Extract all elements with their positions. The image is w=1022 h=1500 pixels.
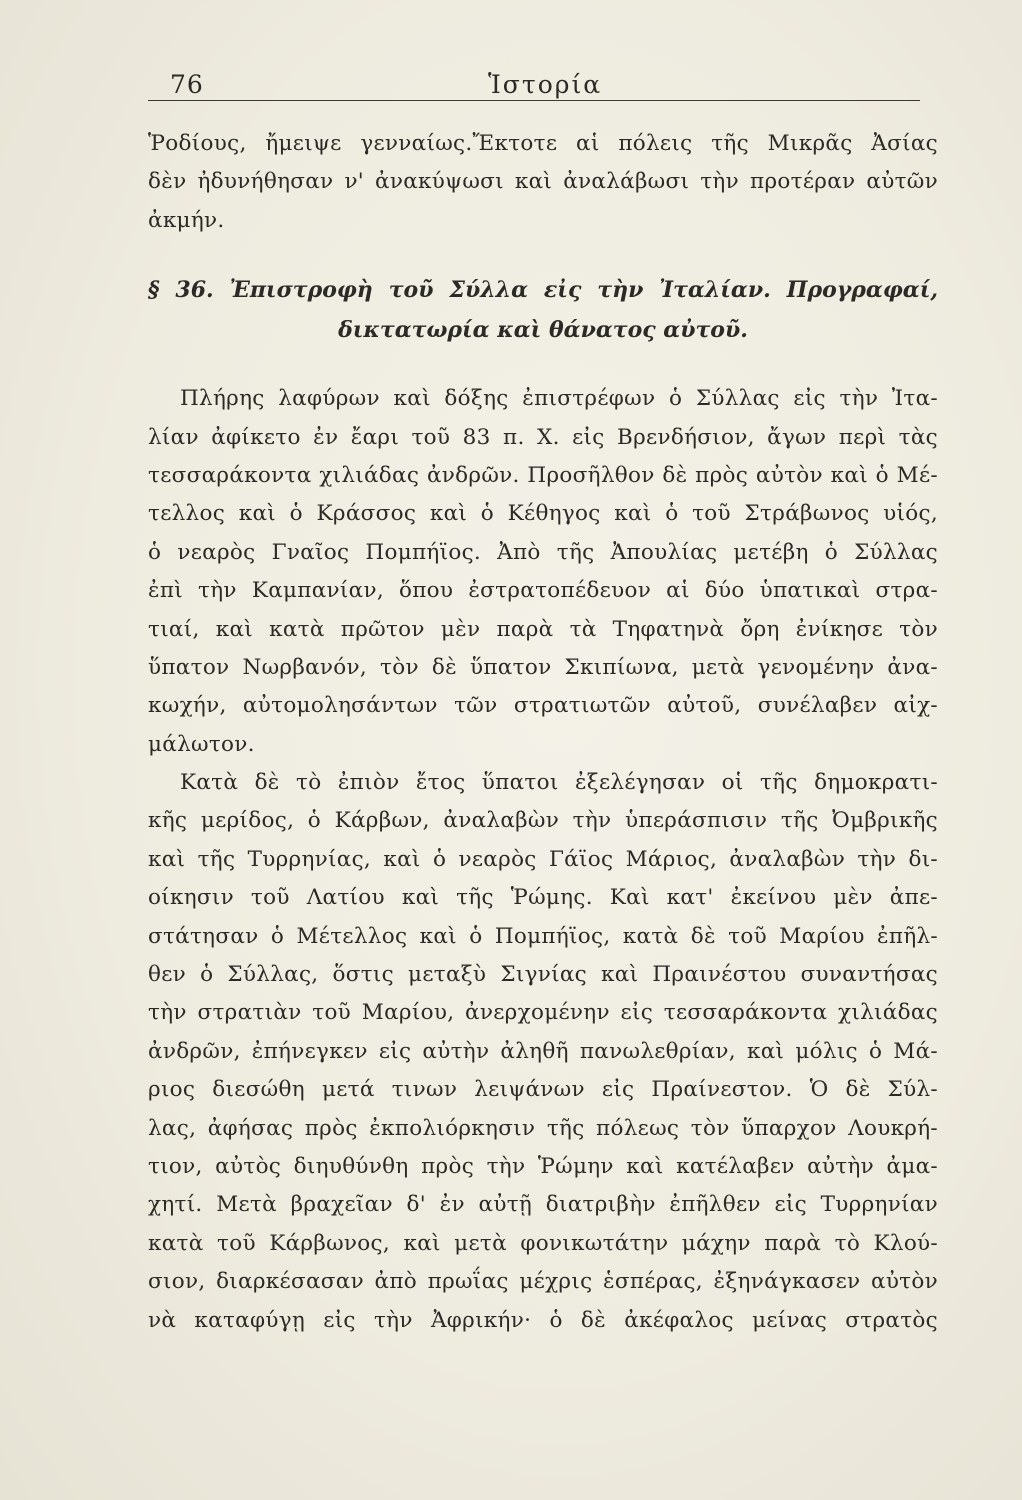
- paragraph-2: [148, 764, 938, 1340]
- text-line: ὕπατον Νωρβανόν, τὸν δὲ ὕπατον Σκιπίωνα, μετὰ γενομένην ἀνα-: [148, 654, 938, 680]
- text-line: κῆς μερίδος, ὁ Κάρβων, ἀναλαβὼν τὴν ὑπεράσπισιν τῆς Ὀμβρικῆς: [148, 808, 938, 834]
- spacer: [148, 350, 938, 380]
- text-line: κατὰ τοῦ Κάρβωνος, καὶ μετὰ φονικωτάτην μάχην παρὰ τὸ Κλού-: [148, 1230, 938, 1256]
- text-line: ἀνδρῶν, ἐπήνεγκεν εἰς αὐτὴν ἀληθῆ πανωλεθρίαν, καὶ μόλις ὁ Μά-: [148, 1038, 938, 1064]
- text-line: δὲν ἠδυνήθησαν ν' ἀνακύψωσι καὶ ἀναλάβωσι τὴν προτέραν αὐτῶν: [148, 169, 938, 195]
- running-title: Ἱστορία: [488, 70, 603, 99]
- text-line: Πλήρης λαφύρων καὶ δόξης ἐπιστρέφων ὁ Σύλλας εἰς τὴν Ἰτα-: [180, 386, 938, 412]
- text-line: τελλος καὶ ὁ Κράσσος καὶ ὁ Κέθηγος καὶ ὁ τοῦ Στράβωνος υἱός,: [148, 501, 938, 527]
- text-line: θεν ὁ Σύλλας, ὅστις μεταξὺ Σιγνίας καὶ Πραινέστου συναντήσας: [148, 962, 938, 988]
- paragraph-1: [148, 380, 938, 764]
- text-line: μάλωτον.: [148, 731, 255, 757]
- text-line: καὶ τῆς Τυρρηνίας, καὶ ὁ νεαρὸς Γάϊος Μάριος, ἀναλαβὼν τὴν δι-: [148, 846, 938, 872]
- text-line: Κατὰ δὲ τὸ ἐπιὸν ἔτος ὕπατοι ἐξελέγησαν οἱ τῆς δημοκρατι-: [180, 770, 938, 796]
- text-line: τεσσαράκοντα χιλιάδας ἀνδρῶν. Προσῆλθον δὲ πρὸς αὐτὸν καὶ ὁ Μέ-: [148, 462, 938, 488]
- body-text: [148, 125, 938, 1340]
- header-rule: [148, 100, 920, 101]
- text-line: Ῥοδίους, ἤμειψε γενναίως.Ἔκτοτε αἱ πόλεις τῆς Μικρᾶς Ἀσίας: [148, 131, 938, 156]
- text-line: τιον, αὐτὸς διηυθύνθη πρὸς τὴν Ῥώμην καὶ κατέλαβεν αὐτὴν ἀμα-: [148, 1153, 938, 1179]
- text-line: οίκησιν τοῦ Λατίου καὶ τῆς Ῥώμης. Καὶ κατ' ἐκείνου μὲν ἀπε-: [148, 885, 938, 911]
- text-line: λας, ἀφήσας πρὸς ἐκπολιόρκησιν τῆς πόλεως τὸν ὕπαρχον Λουκρή-: [148, 1115, 938, 1141]
- spacer: [148, 240, 938, 270]
- text-line: νὰ καταφύγῃ εἰς τὴν Ἀφρικήν· ὁ δὲ ἀκέφαλος μείνας στρατὸς: [148, 1307, 938, 1333]
- page-header: [170, 70, 920, 104]
- section-heading-line-2: δικτατωρία καὶ θάνατος αὐτοῦ.: [338, 317, 748, 344]
- text-line: ὁ νεαρὸς Γναῖος Πομπήϊος. Ἀπὸ τῆς Ἀπουλίας μετέβη ὁ Σύλλας: [148, 539, 938, 565]
- text-line: κωχήν, αὐτομολησάντων τῶν στρατιωτῶν αὐτοῦ, συνέλαβεν αἰχ-: [148, 693, 938, 719]
- page-number: 76: [170, 70, 204, 99]
- text-line: λίαν ἀφίκετο ἐν ἔαρι τοῦ 83 π. Χ. εἰς Βρενδήσιον, ἄγων περὶ τὰς: [148, 424, 938, 450]
- text-line: σιον, διαρκέσασαν ἀπὸ πρωΐας μέχρις ἑσπέρας, ἐξηνάγκασεν αὐτὸν: [148, 1269, 938, 1295]
- section-heading-line-1: § 36. Ἐπιστροφὴ τοῦ Σύλλα εἰς τὴν Ἰταλίαν. Προγραφαί,: [148, 277, 938, 304]
- text-line: ἐπὶ τὴν Καμπανίαν, ὅπου ἐστρατοπέδευον αἱ δύο ὑπατικαὶ στρα-: [148, 578, 938, 604]
- text-line: τιαί, καὶ κατὰ πρῶτον μὲν παρὰ τὰ Τηφατηνὰ ὄρη ἐνίκησε τὸν: [148, 616, 938, 642]
- text-line: τὴν στρατιὰν τοῦ Μαρίου, ἀνερχομένην εἰς τεσσαράκοντα χιλιάδας: [148, 1000, 938, 1026]
- text-line: χητί. Μετὰ βραχεῖαν δ' ἐν αὐτῇ διατριβὴν ἐπῆλθεν εἰς Τυρρηνίαν: [148, 1192, 938, 1218]
- text-line: ριος διεσώθη μετά τινων λειψάνων εἰς Πραίνεστον. Ὁ δὲ Σύλ-: [148, 1077, 938, 1103]
- text-line: στάτησαν ὁ Μέτελλος καὶ ὁ Πομπήϊος, κατὰ δὲ τοῦ Μαρίου ἐπῆλ-: [148, 923, 938, 949]
- text-line: ἀκμήν.: [148, 207, 225, 233]
